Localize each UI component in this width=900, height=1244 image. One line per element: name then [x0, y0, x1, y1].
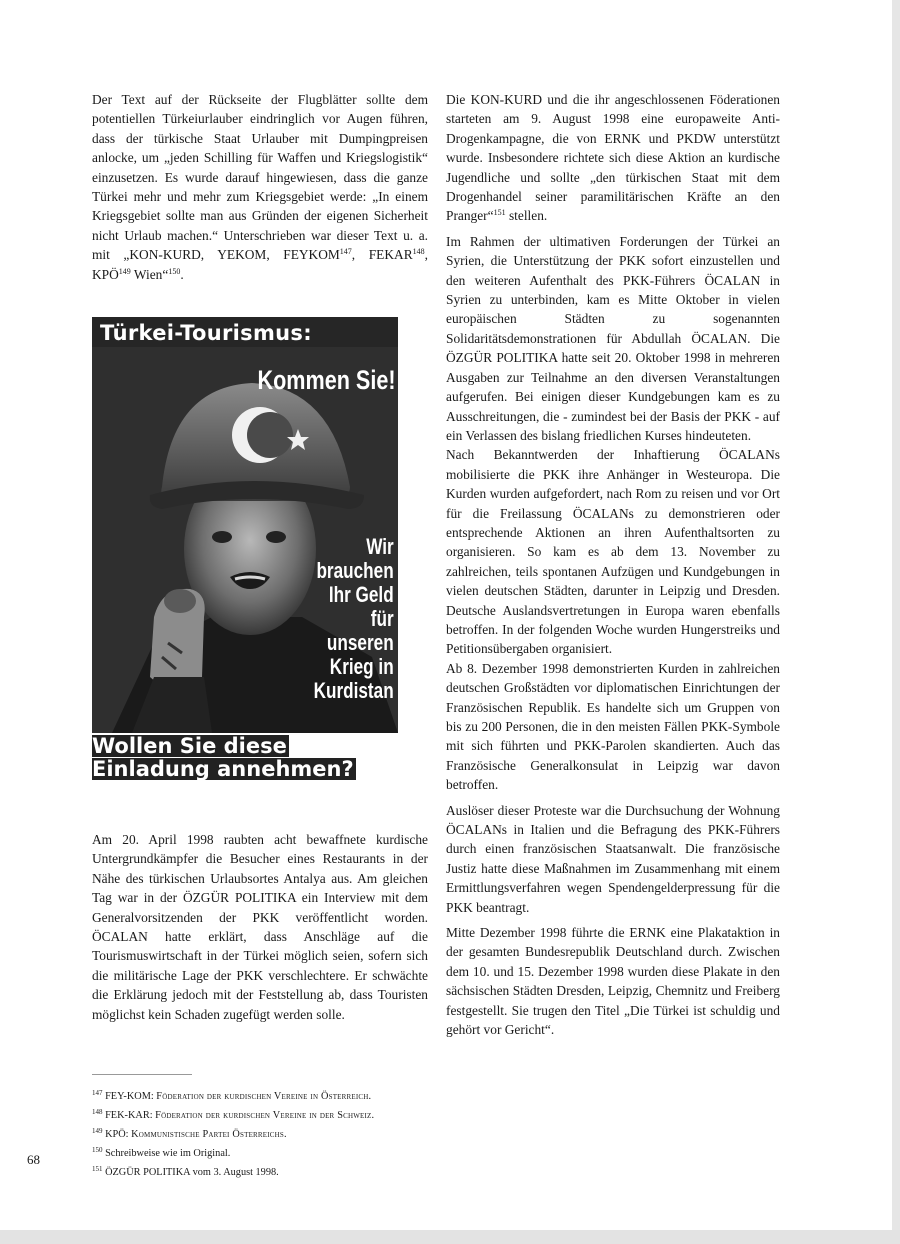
- paragraph: Der Text auf der Rückseite der Flugblätter sollte dem potentiellen Türkeiurlauber eindringlich vor Augen führen, dass der türkische Staat Urlauber mit Dumpingpreisen anlocke, um „jeden Schilling für Waffen und Kriegslogistik“ einzusetzen. Es wurde darauf hingewiesen, dass die ganze Türkei mehr und mehr zum Kriegsgebiet werde: „In einem Kriegsgebiet sollte man aus Gründen der eigenen Sicherheit nicht Urlaub machen.“ Unterschrieben war dieser Text u. a. mit „KON-KURD, YEKOM, FEYKOM$^{147}$, FEKAR$^{148}$, KPÖ$^{149}$ Wien“$^{150}$.: [92, 92, 428, 282]
- poster-side-text: Wir brauchen Ihr Geld für unseren Krieg in Kurdistan: [313, 534, 394, 703]
- footnote-ref[interactable]: 149: [118, 266, 131, 276]
- scan-edge: [892, 0, 900, 1244]
- page-number: 68: [27, 1152, 40, 1167]
- poster-headline: Kommen Sie!: [257, 365, 396, 395]
- paragraph: Ab 8. Dezember 1998 demonstrierten Kurden in zahlreichen deutschen Großstädten vor diplomatischen Einrichtungen der Französischen Republik. Es handelte sich um Gruppen von bis zu 200 Personen, die in den meisten Fällen PKK-Symbole mit sich führten und PKK-Parolen skandierten. Auch das Französische Generalkonsulat in Leipzig war davon betroffen.: [446, 660, 780, 793]
- paragraph: Die KON-KURD und die ihr angeschlossenen Föderationen starteten am 9. August 1998 eine europaweite Anti-Drogenkampagne, die von ERNK und PKDW unterstützt wurde. Insbesondere richtete sich diese Aktion an kurdische Jugendliche und sollte „den türkischen Staat mit dem Drogenhandel seiner paramilitärischen Kräfte an den Pranger“$^{151}$ stellen.: [446, 92, 780, 224]
- footnote-ref[interactable]: 151: [493, 208, 506, 218]
- scan-edge: [0, 1230, 900, 1244]
- footnote-item: $^{148}$ FEK-KAR: Föderation der kurdischen Vereine in der Schweiz.: [92, 1108, 375, 1121]
- paragraph: Nach Bekanntwerden der Inhaftierung ÖCALANs mobilisierte die PKK ihre Anhänger in Westeuropa. Die Kurden wurden aufgefordert, nach Rom zu reisen und vor Ort für die Freilassung ÖCALANs zu demonstrieren oder entsprechende Aktionen an ihren Aufenthaltsorten zu organisieren. So kam es ab dem 13. November zu zahlreichen, teils spontanen Aufzügen und Kundgebungen in vielen deutschen Städten, darunter in Leipzig und Dresden. Deutsche Auslandsvertretungen in Europa waren ebenfalls betroffen. In der folgenden Woche wurden Hungerstreiks und Petitionsübergaben organisiert.: [446, 447, 780, 657]
- paragraph: Am 20. April 1998 raubten acht bewaffnete kurdische Untergrundkämpfer die Besucher eines Restaurants in der Nähe des türkischen Urlaubsortes Antalya aus. Am gleichen Tag war in der ÖZGÜR POLITIKA ein Interview mit dem Generalvorsitzenden der PKK veröffentlicht worden. ÖCALAN hatte erklärt, dass Anschläge auf die Tourismuswirtschaft in der Türkei möglich seien, sofern sich die militärische Lage der PKK verschlechtere. Er schwächte die Erklärung jedoch mit der Feststellung ab, dass Touristen möglichst kein Schaden zugefügt werden solle.: [92, 832, 428, 1022]
- left-column-bottom: [92, 830, 428, 1024]
- paragraph: Auslöser dieser Proteste war die Durchsuchung der Wohnung ÖCALANs in Italien und die Befragung des PKK-Führers durch einen französischen Staatsanwalt. Die französische Justiz hatte diese Maßnahmen im Zusammenhang mit einem Ermittlungsverfahren wegen Spendengelderpressung für die PKK beantragt.: [446, 802, 780, 915]
- right-column: [446, 90, 780, 1040]
- footnote-rule: [92, 1074, 192, 1075]
- footnote-ref[interactable]: 150: [168, 266, 181, 276]
- poster-question-line: Einladung annehmen?: [92, 757, 354, 781]
- footnote-item: $^{147}$ FEY-KOM: Föderation der kurdischen Vereine in Österreich.: [92, 1089, 372, 1102]
- footnote-item: $^{151}$ ÖZGÜR POLITIKA vom 3. August 1998.: [92, 1165, 279, 1178]
- left-column-top: [92, 90, 428, 284]
- footnotes: [92, 1087, 612, 1182]
- footnote-item: $^{150}$ Schreibweise wie im Original.: [92, 1146, 231, 1159]
- footnote-ref[interactable]: 147: [339, 247, 352, 257]
- footnote-ref[interactable]: 148: [412, 247, 425, 257]
- poster-title: Türkei-Tourismus:: [100, 321, 312, 345]
- paragraph: Mitte Dezember 1998 führte die ERNK eine Plakataktion in der gesamten Bundesrepublik Deutschland durch. Zwischen dem 10. und 15. Dezember 1998 wurden diese Plakate in den sächsischen Städten Dresden, Leipzig, Chemnitz und Freiberg festgestellt. Sie trugen den Titel „Die Türkei ist schuldig und gehört vor Gericht“.: [446, 925, 780, 1038]
- paragraph: Im Rahmen der ultimativen Forderungen der Türkei an Syrien, die Unterstützung der PKK sofort einzustellen und den weiteren Aufenthalt des PKK-Führers ÖCALAN in Syrien zu unterbinden, kam es Mitte Oktober in vielen europäischen Städten zu sogenannten Solidaritätsdemonstrationen für Abdullah ÖCALAN. Die ÖZGÜR POLITIKA hatte seit 20. Oktober 1998 in mehreren Ausgaben zur Teilnahme an den diversen Veranstaltungen aufgerufen. Bei einigen dieser Kundgebungen kam es zu Ausschreitungen, die - zumindest bei der Basis der PKK - auf ein Verlassen des bislang friedlichen Kurses hindeuteten.: [446, 233, 780, 443]
- poster-question-line: Wollen Sie diese: [92, 734, 287, 758]
- poster-image: [92, 317, 398, 781]
- footnote-item: $^{149}$ KPÖ: Kommunistische Partei Österreichs.: [92, 1127, 287, 1140]
